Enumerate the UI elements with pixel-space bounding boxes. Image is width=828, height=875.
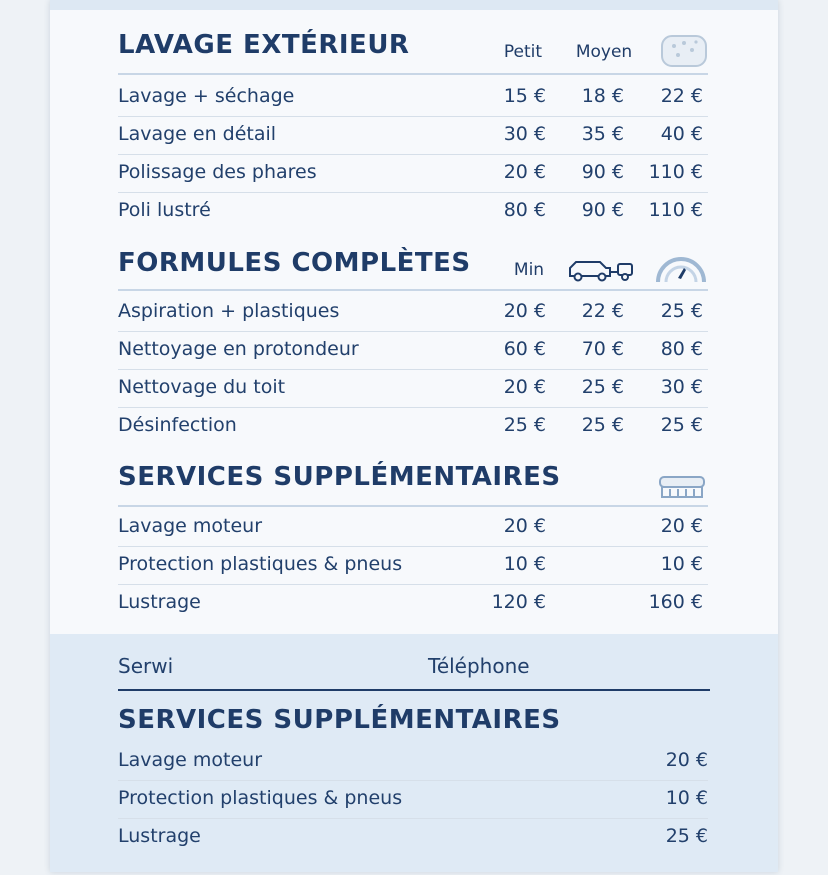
price-cell: 22 €: [581, 300, 624, 322]
price-cell: 70 €: [581, 338, 624, 360]
section-divider: [118, 73, 708, 75]
service-label: Polissage des phares: [118, 161, 317, 183]
price-cell: 10 €: [665, 787, 708, 809]
service-label: Nettoyage en protondeur: [118, 338, 359, 360]
price-cell: 160 €: [648, 591, 703, 613]
price-cell: 90 €: [581, 161, 624, 183]
table-row: [118, 547, 708, 585]
service-label: Lavage en détail: [118, 123, 277, 145]
price-cell: 20 €: [660, 515, 703, 537]
price-cell: 20 €: [665, 749, 708, 771]
arch-icon: [654, 248, 708, 284]
table-row: [118, 79, 708, 117]
price-cell: 60 €: [503, 338, 546, 360]
col-header-moyen: Moyen: [575, 42, 633, 62]
top-band: [50, 0, 778, 10]
price-cell: 15 €: [503, 85, 546, 107]
car-trailer-icon: [566, 256, 638, 284]
price-cell: 35 €: [581, 123, 624, 145]
table-row: [118, 155, 708, 193]
table-row: [118, 781, 708, 819]
price-cell: 25 €: [660, 300, 703, 322]
price-cell: 25 €: [581, 376, 624, 398]
service-label: Protection plastiques & pneus: [118, 787, 403, 809]
service-label: Lavage moteur: [118, 749, 263, 771]
section-divider: [118, 289, 708, 291]
table-row: [118, 585, 708, 623]
service-label: Aspiration + plastiques: [118, 300, 340, 322]
table-row: [118, 332, 708, 370]
price-cell: 25 €: [665, 825, 708, 847]
price-cell: 20 €: [503, 515, 546, 537]
section-title-supplementaires: SERVICES SUPPLÉMENTAIRES: [118, 462, 561, 492]
table-row: [118, 193, 708, 231]
section-title-exterior: LAVAGE EXTÉRIEUR: [118, 30, 410, 60]
table-row: [118, 819, 708, 857]
price-cell: 30 €: [660, 376, 703, 398]
col-header-min: Min: [513, 260, 545, 280]
section-title-formules: FORMULES COMPLÈTES: [118, 248, 471, 278]
phone-label: Téléphone: [428, 654, 530, 678]
price-cell: 80 €: [503, 199, 546, 221]
service-label: Lustrage: [118, 591, 201, 613]
price-cell: 30 €: [503, 123, 546, 145]
price-cell: 25 €: [660, 414, 703, 436]
price-list-card: [50, 0, 778, 872]
price-cell: 120 €: [491, 591, 546, 613]
table-row: [118, 509, 708, 547]
price-cell: 25 €: [581, 414, 624, 436]
price-cell: 40 €: [660, 123, 703, 145]
table-row: [118, 294, 708, 332]
section-divider: [118, 505, 708, 507]
price-cell: 110 €: [648, 199, 703, 221]
table-row: [118, 370, 708, 408]
service-label: Lavage moteur: [118, 515, 263, 537]
price-cell: 20 €: [503, 161, 546, 183]
price-cell: 10 €: [503, 553, 546, 575]
service-label: Lavage + séchage: [118, 85, 295, 107]
service-label: Désinfection: [118, 414, 237, 436]
price-cell: 110 €: [648, 161, 703, 183]
price-cell: 20 €: [503, 376, 546, 398]
service-label: Poli lustré: [118, 199, 211, 221]
section-title-supplementaires-2: SERVICES SUPPLÉMENTAIRES: [118, 705, 561, 735]
price-cell: 25 €: [503, 414, 546, 436]
service-label: Nettovage du toit: [118, 376, 286, 398]
table-row: [118, 117, 708, 155]
service-label: Lustrage: [118, 825, 201, 847]
sponge-icon: [658, 30, 710, 72]
table-row: [118, 408, 708, 446]
footer-divider: [118, 689, 710, 691]
brand-logo: Serwi: [118, 654, 174, 678]
service-label: Protection plastiques & pneus: [118, 553, 403, 575]
price-cell: 10 €: [660, 553, 703, 575]
col-header-petit: Petit: [503, 42, 543, 62]
price-cell: 22 €: [660, 85, 703, 107]
brush-icon: [656, 474, 708, 500]
price-cell: 18 €: [581, 85, 624, 107]
price-cell: 90 €: [581, 199, 624, 221]
table-row: [118, 743, 708, 781]
price-cell: 80 €: [660, 338, 703, 360]
price-cell: 20 €: [503, 300, 546, 322]
